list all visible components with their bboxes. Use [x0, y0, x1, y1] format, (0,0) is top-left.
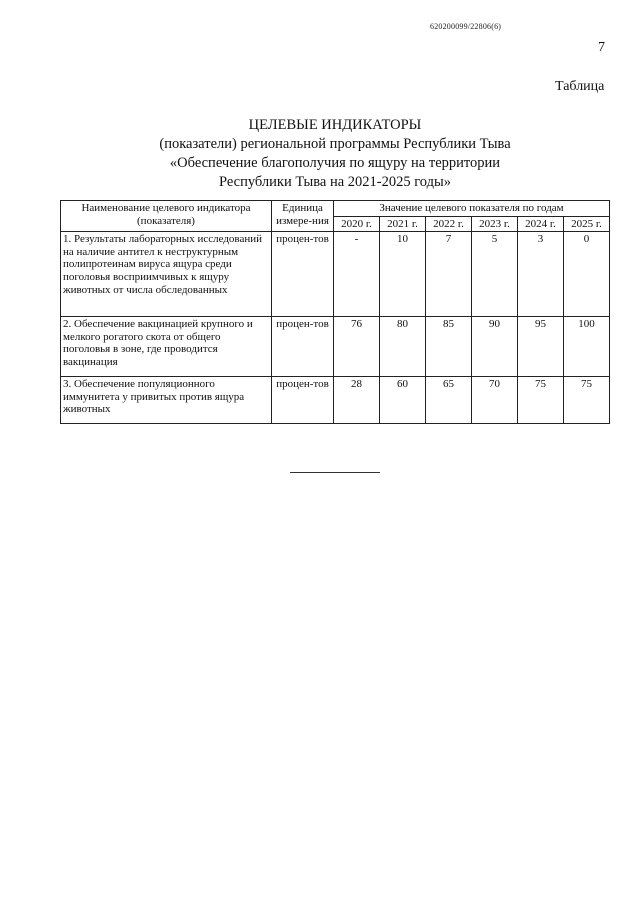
value-cell: 100 — [564, 317, 610, 377]
indicator-name: 3. Обеспечение популяционного иммунитета у привитых против ящура животных — [61, 377, 272, 424]
table-label: Таблица — [555, 79, 605, 94]
closing-rule — [290, 472, 380, 473]
value-cell: 80 — [380, 317, 426, 377]
value-cell: 65 — [426, 377, 472, 424]
table-row — [61, 377, 610, 424]
value-cell: 90 — [472, 317, 518, 377]
year-header: 2021 г. — [380, 216, 426, 232]
document-code: 620200099/22806(6) — [430, 22, 502, 31]
heading-line-2: (показатели) региональной программы Республики Тыва — [159, 136, 511, 152]
value-cell: 28 — [334, 377, 380, 424]
indicator-unit: процен-тов — [272, 317, 334, 377]
value-cell: 5 — [472, 232, 518, 317]
table-row — [61, 317, 610, 377]
document-heading — [60, 116, 610, 192]
value-cell: 95 — [518, 317, 564, 377]
indicator-name: 1. Результаты лабораторных исследований на наличие антител к неструктурным полипротеинам вируса ящура среди поголовья восприимчивых к ящуру животных от числа обследованных — [61, 232, 272, 317]
value-cell: 70 — [472, 377, 518, 424]
value-cell: - — [334, 232, 380, 317]
indicator-name: 2. Обеспечение вакцинацией крупного и мелкого рогатого скота от общего поголовья в зоне, где проводится вакцинация — [61, 317, 272, 377]
indicator-unit: процен-тов — [272, 232, 334, 317]
col-header-unit: Единица измере-ния — [272, 201, 334, 232]
value-cell: 85 — [426, 317, 472, 377]
page-number: 7 — [598, 40, 605, 55]
table-row — [61, 232, 610, 317]
header-row — [61, 201, 610, 217]
value-cell: 7 — [426, 232, 472, 317]
value-cell: 60 — [380, 377, 426, 424]
year-header: 2025 г. — [564, 216, 610, 232]
heading-line-3: «Обеспечение благополучия по ящуру на территории — [169, 155, 501, 171]
value-cell: 10 — [380, 232, 426, 317]
year-header: 2020 г. — [334, 216, 380, 232]
year-header: 2023 г. — [472, 216, 518, 232]
value-cell: 3 — [518, 232, 564, 317]
heading-title: ЦЕЛЕВЫЕ ИНДИКАТОРЫ — [248, 117, 422, 133]
year-header: 2022 г. — [426, 216, 472, 232]
value-cell: 76 — [334, 317, 380, 377]
col-header-name: Наименование целевого индикатора (показателя) — [61, 201, 272, 232]
indicators-table — [60, 200, 610, 424]
year-header: 2024 г. — [518, 216, 564, 232]
heading-line-4: Республики Тыва на 2021-2025 годы» — [218, 174, 452, 190]
indicator-unit: процен-тов — [272, 377, 334, 424]
value-cell: 75 — [564, 377, 610, 424]
col-header-values: Значение целевого показателя по годам — [334, 201, 610, 217]
value-cell: 75 — [518, 377, 564, 424]
value-cell: 0 — [564, 232, 610, 317]
